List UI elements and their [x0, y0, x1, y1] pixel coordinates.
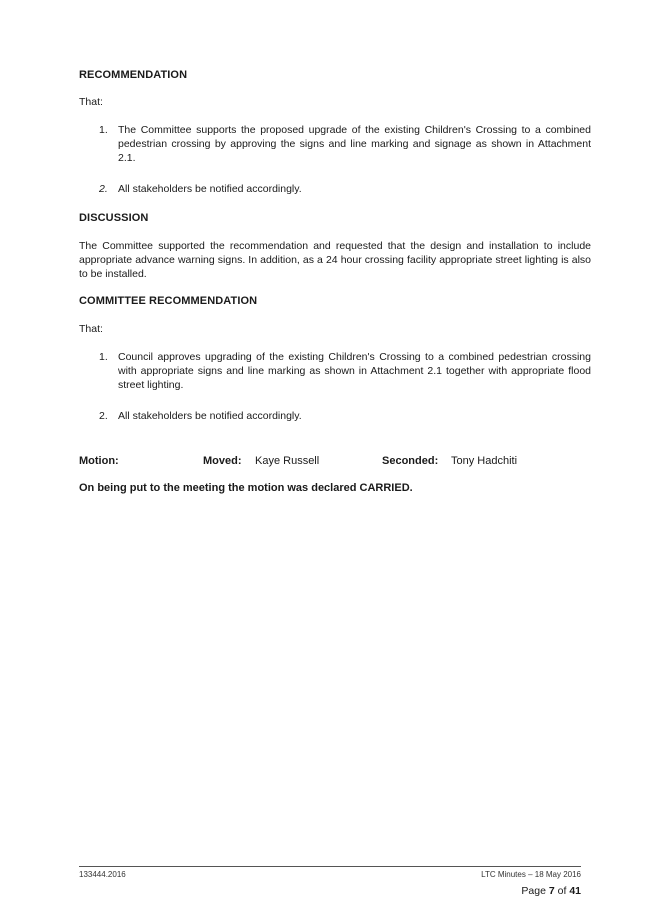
motion-row [79, 454, 599, 470]
page-total: 41 [569, 885, 581, 897]
list-number: 1. [99, 124, 108, 136]
footer-divider [79, 866, 581, 867]
list-text: All stakeholders be notified accordingly. [118, 183, 302, 195]
footer-doc-ref: 133444.2016 [79, 870, 126, 879]
list-number: 2. [99, 410, 108, 422]
seconded-by: Tony Hadchiti [451, 455, 518, 467]
page-current: 7 [548, 885, 555, 897]
seconded-label: Seconded: [382, 455, 439, 467]
motion-outcome: On being put to the meeting the motion was declared CARRIED. [79, 482, 413, 494]
recommendation-item-2 [99, 182, 591, 196]
recommendation-item-1 [99, 123, 591, 165]
list-text: Council approves upgrading of the existing Children's Crossing to a combined pedestrian crossing with appropriate signs and line marking as shown in Attachment 2.1 together with appropriate flood street lighting. [118, 351, 591, 391]
moved-by: Kaye Russell [255, 455, 320, 467]
page-label: Page [521, 885, 549, 897]
list-number: 2. [99, 183, 108, 195]
footer-doc-title: LTC Minutes – 18 May 2016 [481, 870, 581, 879]
committee-recommendation-heading: COMMITTEE RECOMMENDATION [79, 295, 258, 307]
list-text: All stakeholders be notified accordingly. [118, 410, 302, 422]
list-text: The Committee supports the proposed upgrade of the existing Children's Crossing to a combined pedestrian crossing by approving the signs and line marking and signage as shown in Attachment 2.1. [118, 124, 591, 164]
recommendation-heading: RECOMMENDATION [79, 69, 188, 81]
discussion-text: The Committee supported the recommendation and requested that the design and installation to include appropriate advance warning signs. In addition, as a 24 hour crossing facility appropriate street lighting is also to be installed. [79, 240, 591, 280]
committee-recommendation-item-1 [99, 350, 591, 392]
motion-label: Motion: [79, 455, 119, 467]
recommendation-intro: That: [79, 96, 103, 108]
committee-recommendation-intro: That: [79, 323, 103, 335]
list-number: 1. [99, 351, 108, 363]
discussion-heading: DISCUSSION [79, 212, 149, 224]
page-number [521, 884, 581, 898]
page-of: of [554, 885, 570, 897]
committee-recommendation-item-2 [99, 409, 591, 423]
moved-label: Moved: [203, 455, 242, 467]
